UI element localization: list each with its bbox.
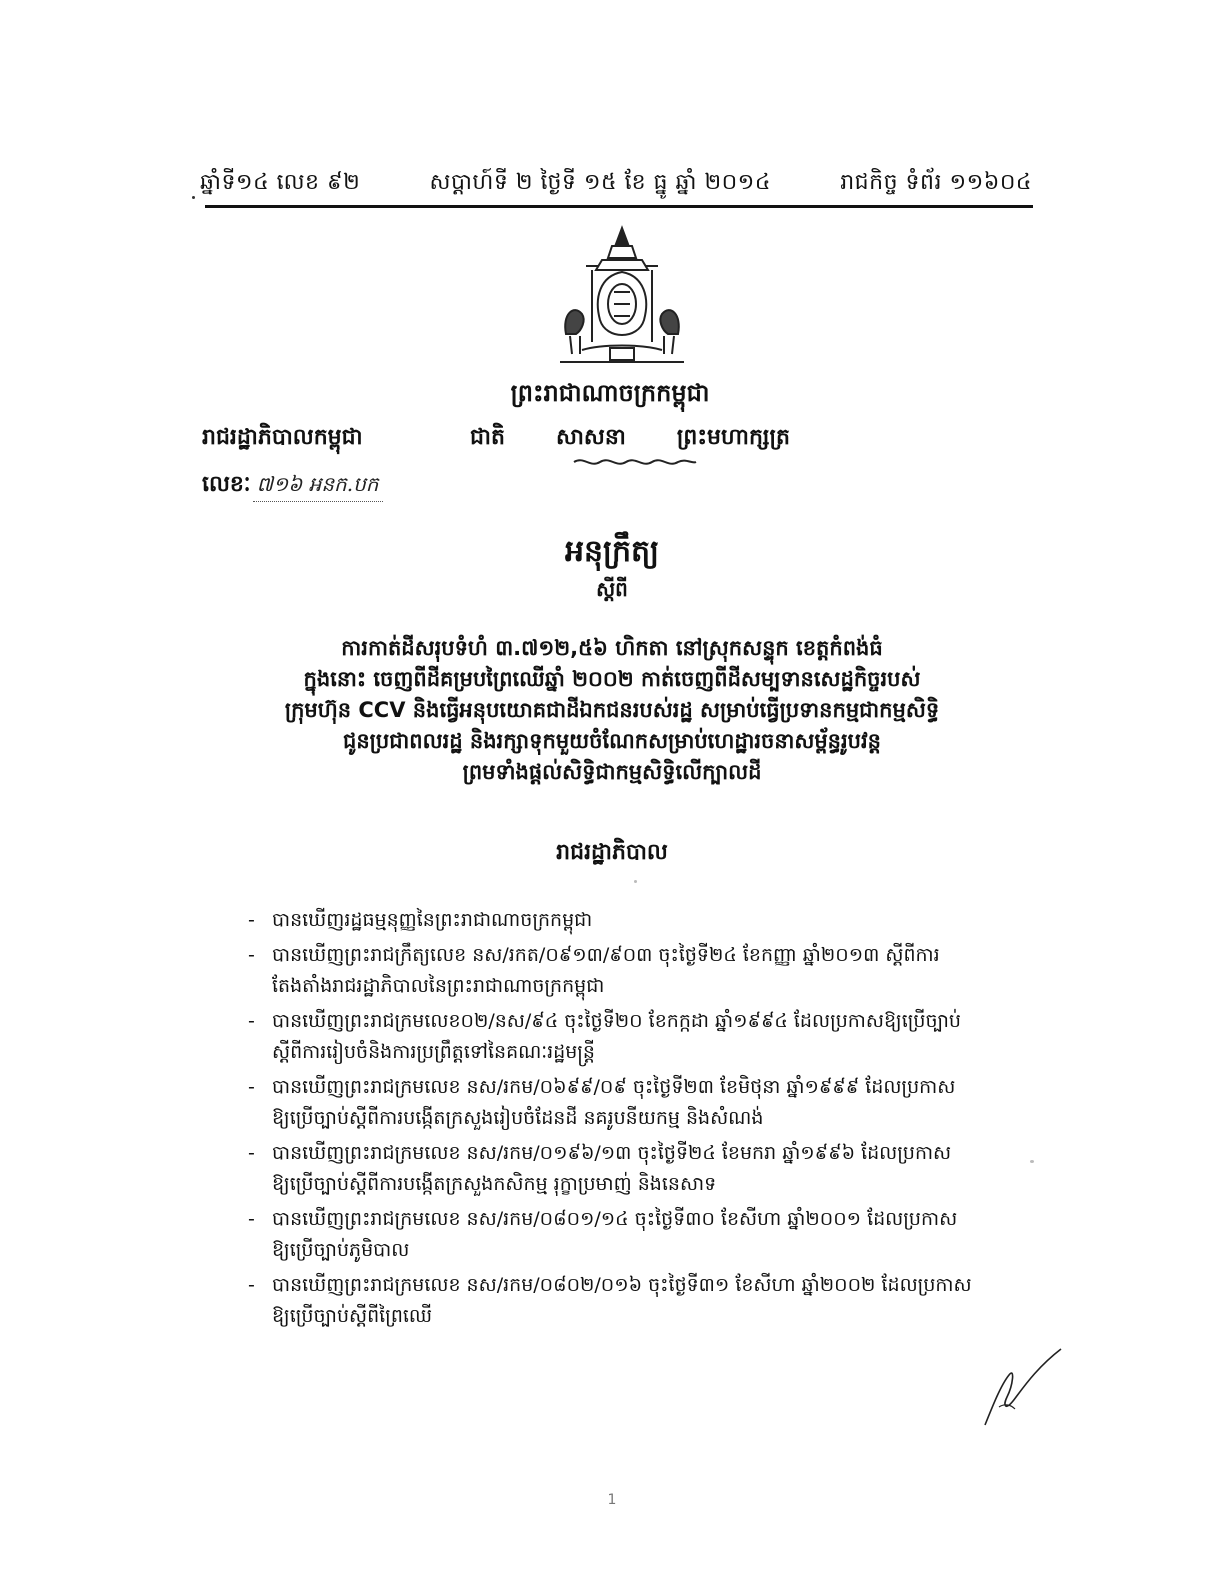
scan-speck (192, 196, 195, 199)
royal-coat-of-arms-icon (552, 222, 692, 372)
page-number: 1 (607, 1492, 617, 1508)
recital-line: - បានឃើញព្រះរាជក្រមលេខ នស/រកម/០៨០២/០១៦ ចុះថ្ងៃទី៣១ ខែសីហា ឆ្នាំ២០០២ ដែលប្រកាស (272, 1274, 972, 1296)
recital-line: - បានឃើញរដ្ឋធម្មនុញ្ញនៃព្រះរាជាណាចក្រកម្ពុជា (272, 909, 593, 931)
issuing-body: រាជរដ្ឋាភិបាលកម្ពុជា (202, 425, 363, 450)
signature-initial-icon (975, 1345, 1065, 1430)
recital-item (248, 1204, 1018, 1266)
gazette-page: រាជកិច្ច ទំព័រ ១១៦០៤ (840, 170, 1032, 195)
subject-line: ក្រុមហ៊ុន CCV និងធ្វើអនុបយោគជាដីឯកជនរបស់រដ្ឋ សម្រាប់ធ្វើប្រទានកម្មជាកម្មសិទ្ធិ (284, 698, 940, 722)
reference-number (202, 470, 383, 502)
subject-line: ក្នុងនោះ ចេញពីដីគម្របព្រៃឈើឆ្នាំ ២០០២ កាត់ចេញពីដីសម្បទានសេដ្ឋកិច្ចរបស់ (303, 667, 921, 691)
recital-item (248, 1072, 1018, 1134)
document-subtitle: ស្តីពី (596, 577, 628, 601)
recital-line: ឱ្យប្រើច្បាប់ស្តីពីការបង្កើតក្រសួងកសិកម្ម រុក្ខាប្រមាញ់ និងនេសាទ (272, 1173, 717, 1195)
subject-line: ព្រមទាំងផ្តល់សិទ្ធិជាកម្មសិទ្ធិលើក្បាលដី (462, 760, 762, 784)
recital-line: តែងតាំងរាជរដ្ឋាភិបាលនៃព្រះរាជាណាចក្រកម្ពុជា (272, 975, 605, 997)
recitals-list (248, 905, 1018, 1336)
gazette-date: សប្តាហ៍ទី ២ ថ្ងៃទី ១៥ ខែ ធ្នូ ឆ្នាំ ២០១៤ (429, 170, 771, 195)
recital-item (248, 905, 1018, 936)
recital-line: - បានឃើញព្រះរាជក្រមលេខ០២/នស/៩៤ ចុះថ្ងៃទី២០ ខែកក្កដា ឆ្នាំ១៩៩៤ ដែលប្រកាសឱ្យប្រើច្បាប់ (272, 1010, 961, 1032)
motto-religion: សាសនា (555, 425, 626, 450)
recital-item (248, 1270, 1018, 1332)
recital-line: ឱ្យប្រើច្បាប់ស្តីពីការបង្កើតក្រសួងរៀបចំដែនដី នគរូបនីយកម្ម និងសំណង់ (272, 1107, 764, 1129)
scan-speck (634, 880, 637, 883)
motto-king: ព្រះមហាក្សត្រ (676, 425, 790, 450)
recital-line: ស្តីពីការរៀបចំនិងការប្រព្រឹត្តទៅនៃគណៈរដ្ឋមន្ត្រី (272, 1041, 595, 1063)
recital-line: - បានឃើញព្រះរាជក្រមលេខ នស/រកម/០៦៩៩/០៩ ចុះថ្ងៃទី២៣ ខែមិថុនា ឆ្នាំ១៩៩៩ ដែលប្រកាស (272, 1076, 956, 1098)
document-type: អនុក្រឹត្យ (564, 534, 660, 569)
recital-line: - បានឃើញព្រះរាជក្រមលេខ នស/រកម/០៨០១/១៤ ចុះថ្ងៃទី៣០ ខែសីហា ឆ្នាំ២០០១ ដែលប្រកាស (272, 1208, 958, 1230)
scan-speck (1030, 1160, 1034, 1163)
subject-line: ជូនប្រជាពលរដ្ឋ និងរក្សាទុកមួយចំណែកសម្រាប់ហេដ្ឋារចនាសម្ព័ន្ធរូបវន្ត (343, 729, 881, 753)
national-motto (470, 423, 790, 455)
recital-item (248, 940, 1018, 1002)
recital-line: - បានឃើញព្រះរាជក្រមលេខ នស/រកម/០១៩៦/១៣ ចុះថ្ងៃទី២៤ ខែមករា ឆ្នាំ១៩៩៦ ដែលប្រកាស (272, 1142, 952, 1164)
ornament-divider-icon (570, 455, 700, 469)
recital-line: - បានឃើញព្រះរាជក្រឹត្យលេខ នស/រកត/០៩១៣/៩០៣ ចុះថ្ងៃទី២៤ ខែកញ្ញា ឆ្នាំ២០១៣ ស្តីពីការ (272, 944, 940, 966)
gazette-year-issue: ឆ្នាំទី១៤ លេខ ៩២ (200, 170, 361, 195)
reference-label: លេខៈ (202, 472, 251, 497)
gazette-header (200, 168, 1032, 200)
motto-nation: ជាតិ (470, 425, 505, 450)
document-subject (220, 633, 1004, 788)
reference-value: ៧១៦ អនក.បក (253, 471, 383, 502)
recital-line: ឱ្យប្រើច្បាប់ស្តីពីព្រៃឈើ (272, 1305, 433, 1327)
recital-line: ឱ្យប្រើច្បាប់ភូមិបាល (272, 1239, 410, 1261)
issuer-heading: រាជរដ្ឋាភិបាល (556, 840, 668, 865)
header-divider (205, 205, 1033, 208)
subject-line: ការកាត់ដីសរុបទំហំ ៣.៧១២,៥៦ ហិកតា នៅស្រុកសន្ទុក ខេត្តកំពង់ធំ (341, 636, 883, 660)
recital-item (248, 1138, 1018, 1200)
kingdom-name: ព្រះរាជាណាចក្រកម្ពុជា (510, 379, 710, 407)
recital-item (248, 1006, 1018, 1068)
